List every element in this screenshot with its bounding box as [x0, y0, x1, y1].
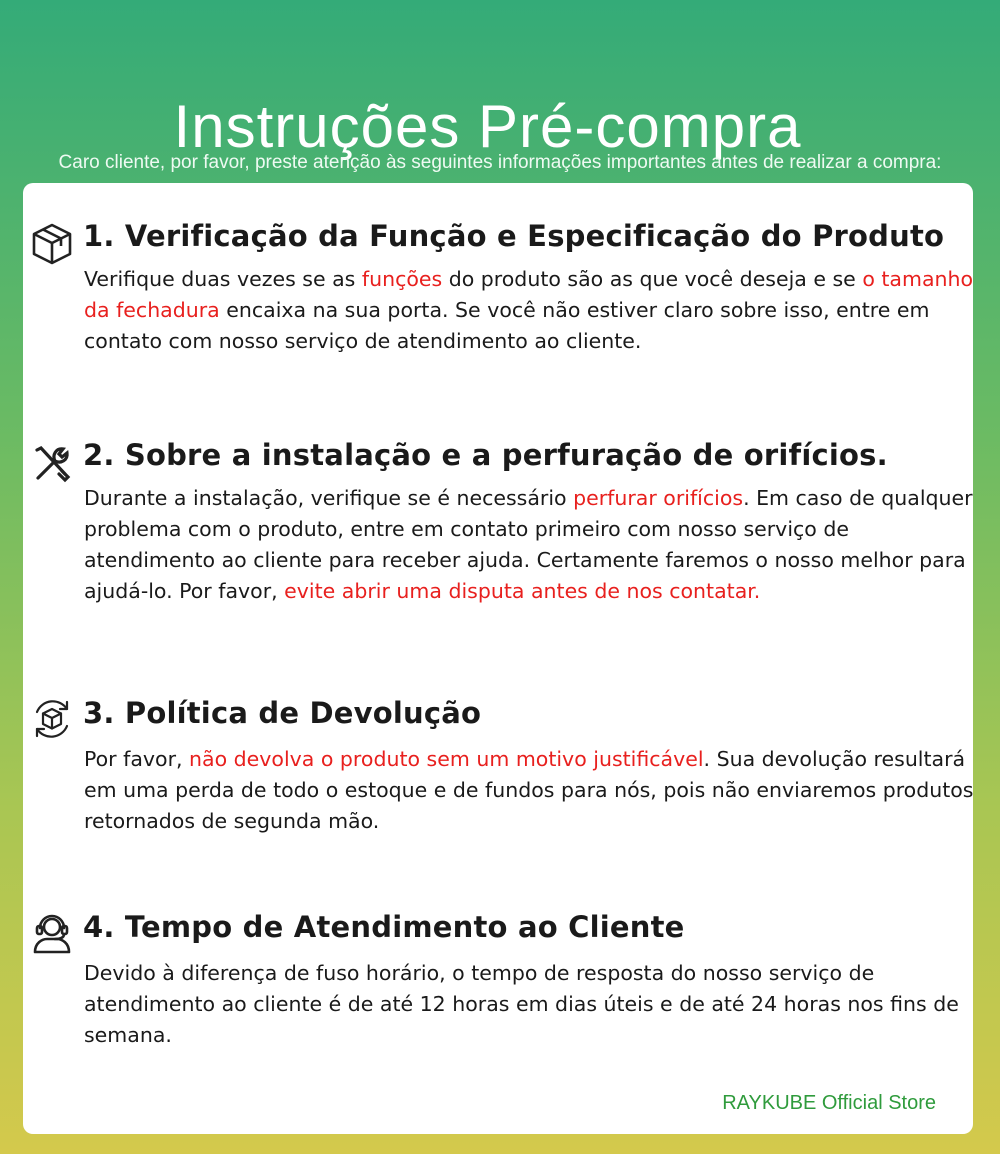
section-heading: 4. Tempo de Atendimento ao Cliente: [83, 910, 685, 944]
body-text: encaixa na sua porta. Se você não estiver claro sobre isso, entre em contato com nosso serviço de atendimento ao cliente.: [84, 298, 930, 353]
body-text: Por favor,: [84, 747, 190, 771]
page-title: Instruções Pré-compra: [173, 93, 802, 161]
highlighted-text: funções: [361, 267, 443, 291]
body-text: . Sua devolução resultará em uma perda de todo o estoque e de fundos para nós, pois não enviaremos produtos retornados de segunda mão.: [84, 747, 974, 833]
section-body: [84, 744, 974, 837]
section-heading: 2. Sobre a instalação e a perfuração de orifícios.: [83, 438, 888, 472]
box-icon: [29, 221, 75, 267]
section-body: [84, 483, 974, 607]
highlighted-text: não devolva o produto sem um motivo justificável: [189, 747, 704, 771]
store-name: RAYKUBE Official Store: [722, 1092, 936, 1114]
body-text: Durante a instalação, verifique se é necessário: [84, 486, 574, 510]
tools-icon: [29, 441, 75, 487]
highlighted-text: evite abrir uma disputa antes de nos contatar.: [284, 579, 761, 603]
body-text: Devido à diferença de fuso horário, o tempo de resposta do nosso serviço de atendimento ao cliente é de até 12 horas em dias úteis e de até 24 horas nos fins de semana.: [84, 961, 959, 1047]
section-heading: 3. Política de Devolução: [83, 696, 482, 730]
instructions-card: [23, 183, 973, 1134]
page-subtitle: Caro cliente, por favor, preste atenção às seguintes informações importantes antes de realizar a compra:: [58, 152, 942, 173]
body-text: Verifique duas vezes se as: [84, 267, 362, 291]
highlighted-text: o tamanho da fechadura: [84, 267, 974, 322]
return-box-icon: [29, 696, 75, 742]
body-text: . Em caso de qualquer problema com o produto, entre em contato primeiro com nosso serviço de atendimento ao cliente para receber ajuda. Certamente faremos o nosso melhor para ajudá-lo. Por favor,: [84, 486, 973, 603]
section-heading: 1. Verificação da Função e Especificação do Produto: [83, 219, 945, 253]
section-body: [84, 264, 974, 357]
body-text: do produto são as que você deseja e se: [442, 267, 863, 291]
section-body: [84, 958, 974, 1051]
highlighted-text: perfurar orifícios: [573, 486, 744, 510]
headset-agent-icon: [29, 910, 75, 956]
